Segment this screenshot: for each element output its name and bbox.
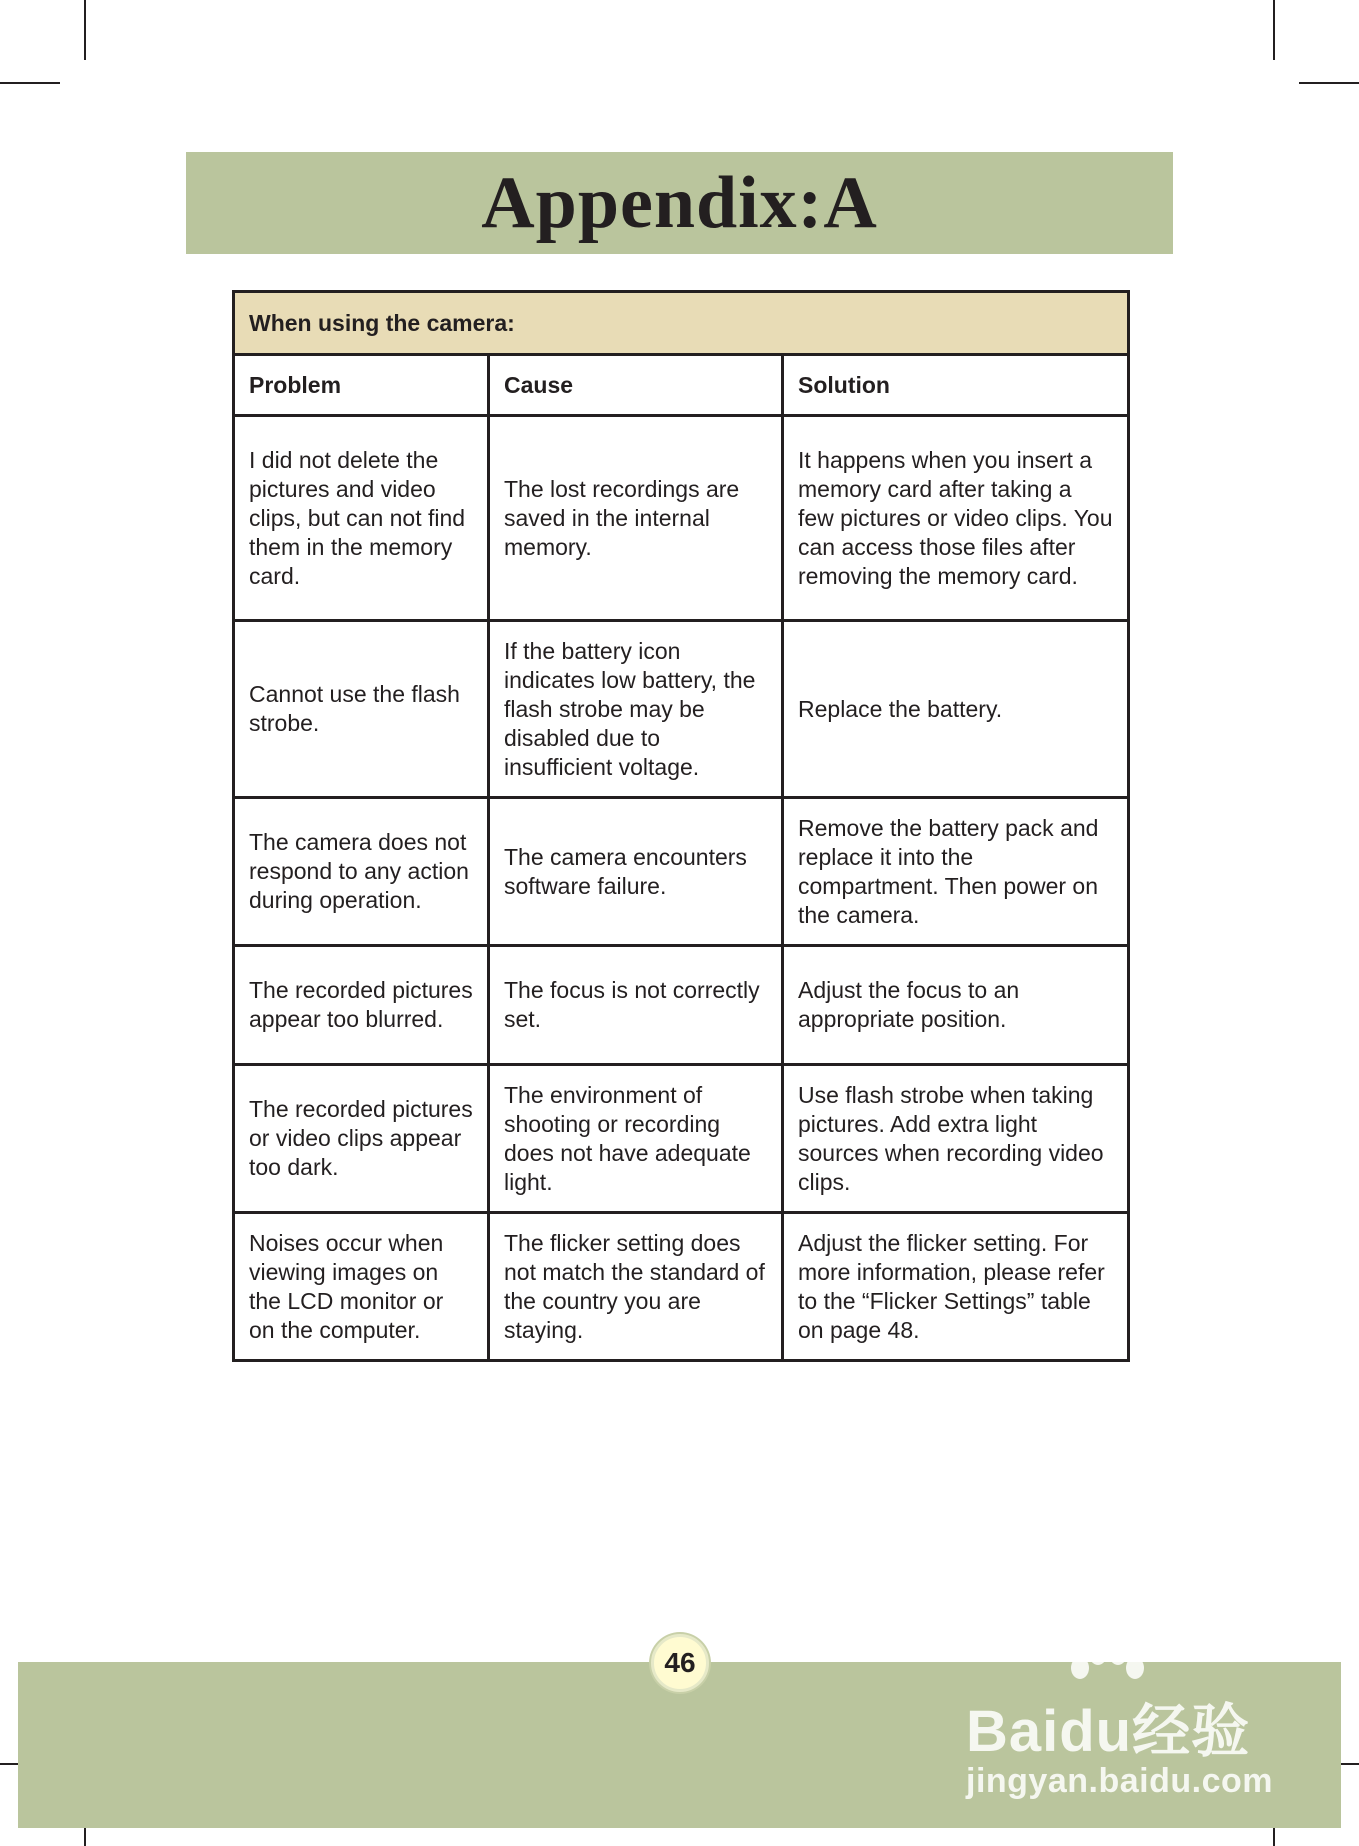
cause-cell: The lost recordings are saved in the internal memory. — [489, 416, 783, 621]
problem-cell: The camera does not respond to any action during operation. — [234, 798, 489, 946]
watermark-logo: Baidu经验 — [966, 1699, 1251, 1764]
cause-cell: The flicker setting does not match the standard of the country you are staying. — [489, 1213, 783, 1361]
cause-cell: If the battery icon indicates low battery, the flash strobe may be disabled due to insufficient voltage. — [489, 621, 783, 798]
title-band — [186, 152, 1173, 254]
table-row — [234, 798, 1129, 946]
table-row — [234, 1213, 1129, 1361]
solution-cell: Adjust the focus to an appropriate position. — [783, 946, 1129, 1065]
table-row — [234, 1065, 1129, 1213]
table-row — [234, 621, 1129, 798]
solution-cell: Adjust the flicker setting. For more information, please refer to the “Flicker Settings” table on page 48. — [783, 1213, 1129, 1361]
solution-cell: Replace the battery. — [783, 621, 1129, 798]
column-header-row — [234, 355, 1129, 416]
column-header-cause: Cause — [489, 355, 783, 416]
table-row — [234, 416, 1129, 621]
section-header-row — [234, 292, 1129, 355]
page-number: 46 — [651, 1634, 709, 1692]
solution-cell: It happens when you insert a memory card after taking a few pictures or video clips. You can access those files after removing the memory card. — [783, 416, 1129, 621]
troubleshooting-table — [232, 290, 1130, 1362]
watermark-url: jingyan.baidu.com — [966, 1762, 1273, 1800]
column-header-problem: Problem — [234, 355, 489, 416]
problem-cell: The recorded pictures appear too blurred. — [234, 946, 489, 1065]
solution-cell: Remove the battery pack and replace it into the compartment. Then power on the camera. — [783, 798, 1129, 946]
solution-cell: Use flash strobe when taking pictures. Add extra light sources when recording video clips. — [783, 1065, 1129, 1213]
problem-cell: Noises occur when viewing images on the LCD monitor or on the computer. — [234, 1213, 489, 1361]
crop-mark — [84, 0, 86, 60]
column-header-solution: Solution — [783, 355, 1129, 416]
crop-mark — [1273, 0, 1275, 60]
page-title: Appendix:A — [481, 161, 878, 244]
problem-cell: The recorded pictures or video clips appear too dark. — [234, 1065, 489, 1213]
cause-cell: The focus is not correctly set. — [489, 946, 783, 1065]
crop-mark — [0, 82, 60, 84]
cause-cell: The environment of shooting or recording does not have adequate light. — [489, 1065, 783, 1213]
section-header: When using the camera: — [234, 292, 1129, 355]
table-row — [234, 946, 1129, 1065]
baidu-watermark — [960, 1640, 1280, 1800]
problem-cell: Cannot use the flash strobe. — [234, 621, 489, 798]
cause-cell: The camera encounters software failure. — [489, 798, 783, 946]
crop-mark — [1299, 82, 1359, 84]
problem-cell: I did not delete the pictures and video clips, but can not find them in the memory card. — [234, 416, 489, 621]
